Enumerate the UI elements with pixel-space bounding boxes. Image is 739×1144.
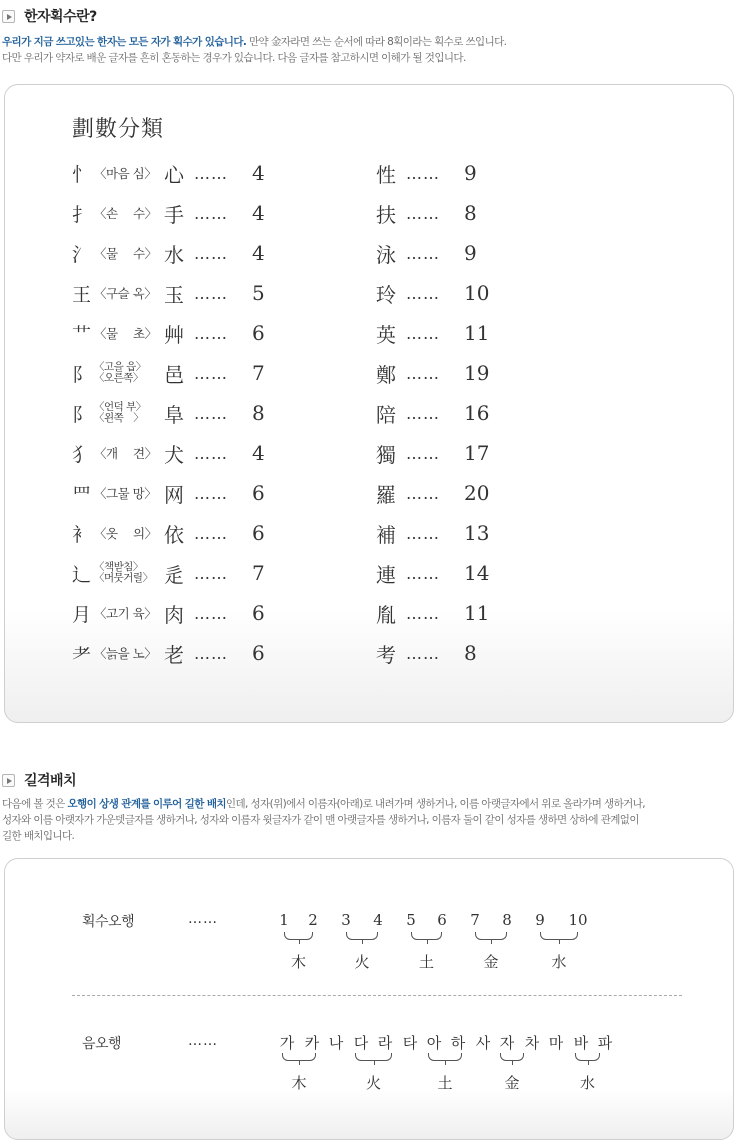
stroke-number: 4 [373, 911, 383, 929]
hanja-char: 犬 [164, 442, 184, 467]
hanja-char: 网 [164, 482, 184, 507]
hanja-char: 依 [164, 522, 184, 547]
stroke-count: 5 [252, 281, 265, 305]
radical-row [72, 238, 265, 268]
group-brace [428, 1053, 462, 1061]
sound-syllable: 마 [548, 1034, 564, 1052]
radical-name: 〈마음 심〉 [94, 166, 157, 181]
leader-dots: …… [406, 483, 440, 503]
stroke-count: 7 [252, 561, 265, 585]
stroke-number: 1 [279, 911, 289, 929]
leader-dots: …… [194, 203, 228, 223]
stroke-count: 6 [252, 321, 265, 345]
leader-dots: …… [194, 323, 228, 343]
stroke-five-elements-label: 획수오행 [82, 914, 135, 930]
example-row [376, 438, 489, 468]
radical-row [72, 558, 265, 588]
stroke-count: 16 [464, 401, 490, 425]
stroke-number: 7 [470, 911, 480, 929]
radical-name [94, 402, 164, 424]
hanja-char: 連 [376, 562, 396, 587]
stroke-count: 6 [252, 641, 265, 665]
radical-glyph: 辶 [72, 563, 92, 586]
hanja-char: 獨 [376, 442, 396, 467]
hanja-char: 英 [376, 322, 396, 347]
example-row [376, 238, 477, 268]
group-brace [500, 1053, 524, 1061]
radical-glyph: 阝 [72, 363, 92, 386]
radical-glyph: 衤 [72, 523, 92, 546]
sound-five-elements-label: 음오행 [82, 1036, 122, 1052]
leader-dots: …… [406, 363, 440, 383]
leader-dots: …… [194, 363, 228, 383]
example-row [376, 198, 477, 228]
radical-name-line: 〈오른쪽〉 [94, 372, 143, 384]
sound-syllable: 바 [573, 1034, 589, 1052]
group-brace [282, 1053, 316, 1061]
radical-row [72, 318, 265, 348]
radical-name: 〈그물 망〉 [94, 486, 157, 501]
radical-glyph: 王 [72, 283, 92, 306]
description-line-2: 성자와 이름 아랫자가 가운뎃글자를 생하거나, 성자와 이름자 윗글자가 같이 맨 아랫글자를 생하거나, 이름자 둘이 같이 성자를 생하면 상하에 관계없이 [2, 814, 639, 826]
leader-dots: …… [194, 163, 228, 183]
leader-dots: …… [406, 243, 440, 263]
leader-dots: …… [194, 563, 228, 583]
stroke-count: 17 [464, 441, 490, 465]
leader-dots: …… [194, 443, 228, 463]
hanja-char: 肉 [164, 602, 184, 627]
radical-row [72, 158, 265, 188]
element-char: 土 [418, 953, 434, 971]
sound-syllable: 가 [279, 1034, 295, 1052]
radical-name-line: 〈왼쪽 〉 [94, 412, 144, 424]
sound-syllable: 하 [450, 1034, 466, 1052]
radical-row [72, 358, 265, 388]
radical-glyph: 月 [72, 603, 92, 626]
leader-dots: …… [406, 323, 440, 343]
leader-dots: …… [406, 283, 440, 303]
radical-glyph: 耂 [72, 643, 92, 666]
example-row [376, 598, 489, 628]
radical-name: 〈손 수〉 [94, 206, 157, 221]
element-char: 木 [291, 1074, 307, 1092]
radical-name: 〈구슬 옥〉 [94, 286, 157, 301]
section-header-auspicious-arrangement [2, 770, 76, 790]
description-text: 인데, 성자(위)에서 이름자(아래)로 내려가며 생하거나, 이름 아랫글자에서 위로 올라가며 생하거나, [225, 798, 645, 810]
radical-row [72, 598, 265, 628]
group-brace [284, 932, 313, 940]
hanja-char: 性 [376, 162, 396, 187]
radical-row [72, 518, 265, 548]
element-char: 金 [504, 1074, 520, 1092]
sound-syllable: 라 [377, 1034, 393, 1052]
stroke-number: 5 [406, 911, 416, 929]
group-brace [411, 932, 442, 940]
stroke-count: 6 [252, 521, 265, 545]
hanja-char: 老 [164, 642, 184, 667]
hanja-char: 玲 [376, 282, 396, 307]
stroke-count: 8 [464, 641, 477, 665]
radical-name-line: 〈고을 읍〉 [94, 361, 146, 373]
hanja-char: 艸 [164, 322, 184, 347]
radical-glyph: 扌 [72, 203, 92, 226]
radical-row [72, 198, 265, 228]
example-row [376, 398, 489, 428]
stroke-count: 8 [252, 401, 265, 425]
hanja-char: 胤 [376, 602, 396, 627]
group-brace [475, 932, 507, 940]
leader-dots: …… [406, 603, 440, 623]
element-char: 土 [437, 1074, 453, 1092]
leader-dots: …… [194, 603, 228, 623]
element-char: 水 [579, 1074, 595, 1092]
example-row [376, 638, 477, 668]
leader-dots: …… [188, 1033, 218, 1049]
leader-dots: …… [406, 523, 440, 543]
element-char: 水 [551, 953, 567, 971]
radical-name-line: 〈머뭇거릴〉 [94, 572, 153, 584]
example-row [376, 478, 489, 508]
hanja-char: 辵 [164, 562, 184, 587]
stroke-count: 9 [464, 161, 477, 185]
leader-dots: …… [406, 563, 440, 583]
element-char: 火 [365, 1074, 381, 1092]
leader-dots: …… [194, 243, 228, 263]
radical-name: 〈늙을 노〉 [94, 646, 157, 661]
description-text: 다음에 볼 것은 [2, 798, 68, 810]
group-brace [540, 932, 578, 940]
section-description [2, 796, 732, 844]
group-brace [346, 932, 378, 940]
radical-name: 〈개 견〉 [94, 446, 157, 461]
radical-row [72, 438, 265, 468]
stroke-count: 7 [252, 361, 265, 385]
radical-row [72, 278, 265, 308]
leader-dots: …… [406, 643, 440, 663]
radical-name: 〈물 수〉 [94, 246, 157, 261]
radical-glyph: 氵 [72, 243, 92, 266]
radical-name [94, 362, 164, 384]
hanja-char: 陪 [376, 402, 396, 427]
radical-name-line: 〈언덕 부〉 [94, 401, 146, 413]
leader-dots: …… [406, 403, 440, 423]
leader-dots: …… [406, 443, 440, 463]
hanja-char: 泳 [376, 242, 396, 267]
stroke-count: 8 [464, 201, 477, 225]
stroke-count: 19 [464, 361, 490, 385]
example-row [376, 558, 489, 588]
radical-glyph: 艹 [72, 323, 92, 346]
radical-name-line: 〈책받침〉 [94, 561, 143, 573]
section-description [2, 34, 732, 66]
hanja-char: 考 [376, 642, 396, 667]
leader-dots: …… [194, 283, 228, 303]
leader-dots: …… [194, 643, 228, 663]
hanja-char: 阜 [164, 402, 184, 427]
leader-dots: …… [188, 911, 218, 927]
section-title: 길격배치 [24, 773, 77, 789]
element-char: 火 [354, 953, 370, 971]
sound-syllable: 사 [475, 1034, 491, 1052]
description-highlight: 오행이 상생 관계를 이루어 길한 배치 [67, 798, 226, 810]
radical-name: 〈고기 육〉 [94, 606, 157, 621]
sound-syllable: 자 [499, 1034, 515, 1052]
leader-dots: …… [194, 483, 228, 503]
stroke-count: 4 [252, 241, 265, 265]
five-elements-card [4, 858, 734, 1140]
radical-name [94, 562, 164, 584]
hanja-char: 補 [376, 522, 396, 547]
example-row [376, 278, 489, 308]
leader-dots: …… [406, 203, 440, 223]
radical-table-title: 劃數分類 [72, 117, 165, 142]
stroke-count: 9 [464, 241, 477, 265]
radical-name: 〈물 초〉 [94, 326, 157, 341]
leader-dots: …… [406, 163, 440, 183]
stroke-number: 6 [437, 911, 447, 929]
stroke-number: 8 [502, 911, 512, 929]
stroke-count: 4 [252, 441, 265, 465]
hanja-char: 水 [164, 242, 184, 267]
dashed-divider [72, 995, 682, 996]
stroke-count: 11 [464, 601, 490, 625]
radical-glyph: 犭 [72, 443, 92, 466]
group-brace [575, 1053, 600, 1061]
section-title: 한자획수란? [24, 9, 97, 25]
sound-syllable: 타 [402, 1034, 418, 1052]
stroke-count: 4 [252, 201, 265, 225]
element-char: 木 [290, 953, 306, 971]
hanja-char: 邑 [164, 362, 184, 387]
play-arrow-icon [2, 774, 15, 787]
sound-syllable: 파 [597, 1034, 613, 1052]
stroke-count: 4 [252, 161, 265, 185]
element-char: 金 [483, 953, 499, 971]
hanja-char: 玉 [164, 282, 184, 307]
play-arrow-icon [2, 10, 15, 23]
hanja-char: 扶 [376, 202, 396, 227]
radical-glyph: 阝 [72, 403, 92, 426]
radical-row [72, 398, 265, 428]
stroke-number: 9 [535, 911, 545, 929]
stroke-count: 20 [464, 481, 490, 505]
example-row [376, 158, 477, 188]
radical-row [72, 478, 265, 508]
leader-dots: …… [194, 403, 228, 423]
stroke-count: 11 [464, 321, 490, 345]
stroke-number: 2 [308, 911, 318, 929]
section-header-stroke-count [2, 6, 97, 26]
description-line-2: 다만 우리가 약자로 배운 글자를 흔히 혼동하는 경우가 있습니다. 다음 글자를 참고하시면 이해가 될 것입니다. [2, 52, 466, 64]
stroke-count: 10 [464, 281, 490, 305]
hanja-char: 手 [164, 202, 184, 227]
sound-syllable: 차 [524, 1034, 540, 1052]
stroke-count: 13 [464, 521, 490, 545]
sound-syllable: 나 [328, 1034, 344, 1052]
example-row [376, 518, 489, 548]
radical-row [72, 638, 265, 668]
description-line-3: 길한 배치입니다. [2, 830, 75, 842]
group-brace [355, 1053, 392, 1061]
radical-glyph: 罒 [72, 483, 92, 506]
stroke-number: 10 [568, 911, 588, 929]
hanja-char: 心 [164, 162, 184, 187]
stroke-count: 6 [252, 481, 265, 505]
radical-glyph: 忄 [72, 163, 92, 186]
description-highlight: 우리가 지금 쓰고있는 한자는 모든 자가 획수가 있습니다. [2, 36, 247, 48]
stroke-count: 6 [252, 601, 265, 625]
sound-syllable: 카 [304, 1034, 320, 1052]
example-row [376, 318, 489, 348]
stroke-count: 14 [464, 561, 490, 585]
example-row [376, 358, 489, 388]
description-text: 만약 金자라면 쓰는 순서에 따라 8획이라는 획수로 쓰입니다. [246, 36, 507, 48]
sound-syllable: 아 [426, 1034, 442, 1052]
stroke-number: 3 [341, 911, 351, 929]
sound-syllable: 다 [353, 1034, 369, 1052]
hanja-char: 羅 [376, 482, 396, 507]
leader-dots: …… [194, 523, 228, 543]
radical-name: 〈옷 의〉 [94, 526, 157, 541]
hanja-char: 鄭 [376, 362, 396, 387]
